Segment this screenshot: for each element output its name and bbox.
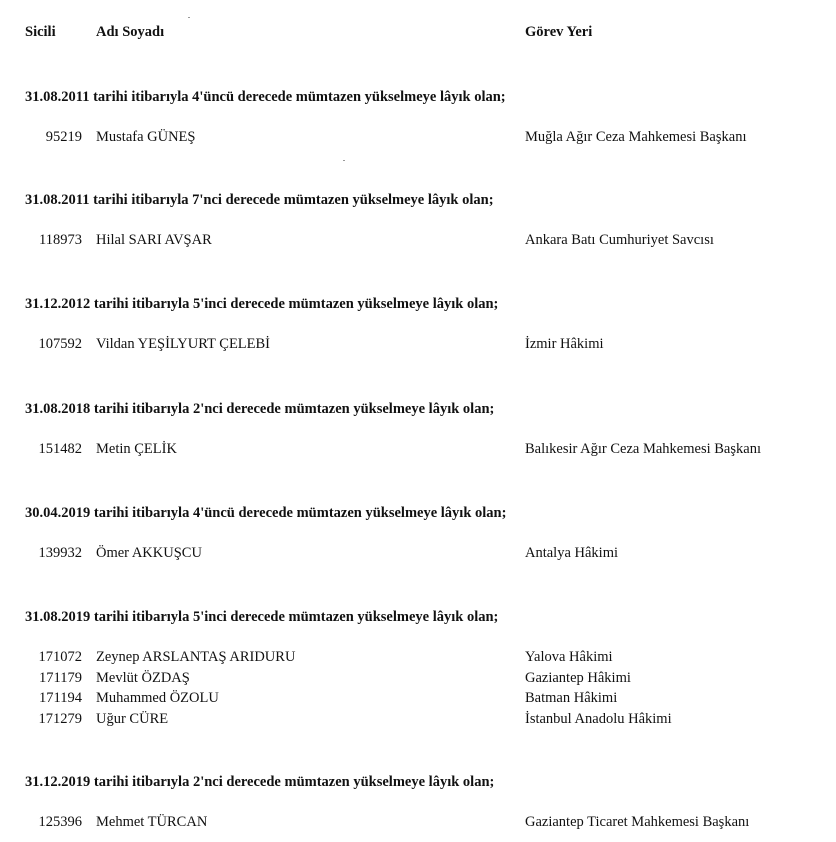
table-row (0, 545, 836, 566)
duty-location: Muğla Ağır Ceza Mahkemesi Başkanı (525, 129, 747, 145)
person-name: Mustafa GÜNEŞ (96, 129, 196, 145)
person-name: Vildan YEŞİLYURT ÇELEBİ (96, 336, 271, 352)
duty-location: Batman Hâkimi (525, 690, 618, 706)
table-row (0, 336, 836, 357)
scan-speck (188, 17, 190, 18)
table-row (0, 711, 836, 732)
sicil-number: 107592 (38, 336, 82, 352)
person-name: Uğur CÜRE (96, 710, 169, 727)
table-row (0, 690, 836, 711)
duty-location: Yalova Hâkimi (525, 649, 613, 665)
table-header (0, 24, 836, 44)
sicil-number: 125396 (38, 814, 82, 830)
sicil-number: 171072 (38, 649, 82, 665)
sicil-number: 151482 (38, 441, 82, 457)
header-name: Adı Soyadı (96, 24, 165, 40)
duty-location: İstanbul Anadolu Hâkimi (525, 710, 672, 727)
section-rows (0, 545, 836, 566)
duty-location: Gaziantep Hâkimi (525, 669, 631, 686)
table-row (0, 232, 836, 253)
table-row (0, 649, 836, 670)
section-title: 31.08.2018 tarihi itibarıyla 2'nci derecede mümtazen yükselmeye lâyık olan; (25, 401, 495, 417)
sicil-number: 171279 (38, 710, 82, 727)
section-title: 31.08.2019 tarihi itibarıyla 5'inci derecede mümtazen yükselmeye lâyık olan; (25, 609, 499, 625)
table-row (0, 670, 836, 691)
header-gorev: Görev Yeri (525, 24, 593, 40)
section-rows (0, 814, 836, 835)
table-row (0, 814, 836, 835)
section-title: 31.08.2011 tarihi itibarıyla 7'nci derecede mümtazen yükselmeye lâyık olan; (25, 192, 494, 208)
sicil-number: 139932 (38, 545, 82, 561)
scan-speck (343, 160, 345, 161)
header-sicil: Sicili (25, 24, 56, 40)
person-name: Mevlüt ÖZDAŞ (96, 669, 190, 686)
section-rows (0, 336, 836, 357)
duty-location: Ankara Batı Cumhuriyet Savcısı (525, 232, 714, 248)
section-rows (0, 232, 836, 253)
sicil-number: 95219 (45, 129, 82, 145)
section-title: 31.12.2012 tarihi itibarıyla 5'inci derecede mümtazen yükselmeye lâyık olan; (25, 296, 499, 312)
duty-location: Antalya Hâkimi (525, 545, 619, 561)
section-title: 31.12.2019 tarihi itibarıyla 2'nci derecede mümtazen yükselmeye lâyık olan; (25, 774, 495, 790)
table-row (0, 441, 836, 462)
person-name: Zeynep ARSLANTAŞ ARIDURU (96, 649, 296, 665)
duty-location: Gaziantep Ticaret Mahkemesi Başkanı (525, 814, 750, 830)
section-rows (0, 129, 836, 150)
sicil-number: 171179 (39, 669, 82, 686)
duty-location: Balıkesir Ağır Ceza Mahkemesi Başkanı (525, 441, 761, 457)
person-name: Ömer AKKUŞCU (96, 545, 202, 561)
section-rows (0, 441, 836, 462)
section-title: 31.08.2011 tarihi itibarıyla 4'üncü derecede mümtazen yükselmeye lâyık olan; (25, 89, 506, 105)
person-name: Hilal SARI AVŞAR (96, 232, 212, 248)
person-name: Metin ÇELİK (96, 441, 177, 457)
section-rows (0, 649, 836, 731)
person-name: Muhammed ÖZOLU (96, 690, 219, 706)
sicil-number: 171194 (39, 690, 82, 706)
person-name: Mehmet TÜRCAN (96, 814, 208, 830)
section-title: 30.04.2019 tarihi itibarıyla 4'üncü derecede mümtazen yükselmeye lâyık olan; (25, 505, 507, 521)
table-row (0, 129, 836, 150)
duty-location: İzmir Hâkimi (525, 336, 604, 352)
sicil-number: 118973 (39, 232, 82, 248)
